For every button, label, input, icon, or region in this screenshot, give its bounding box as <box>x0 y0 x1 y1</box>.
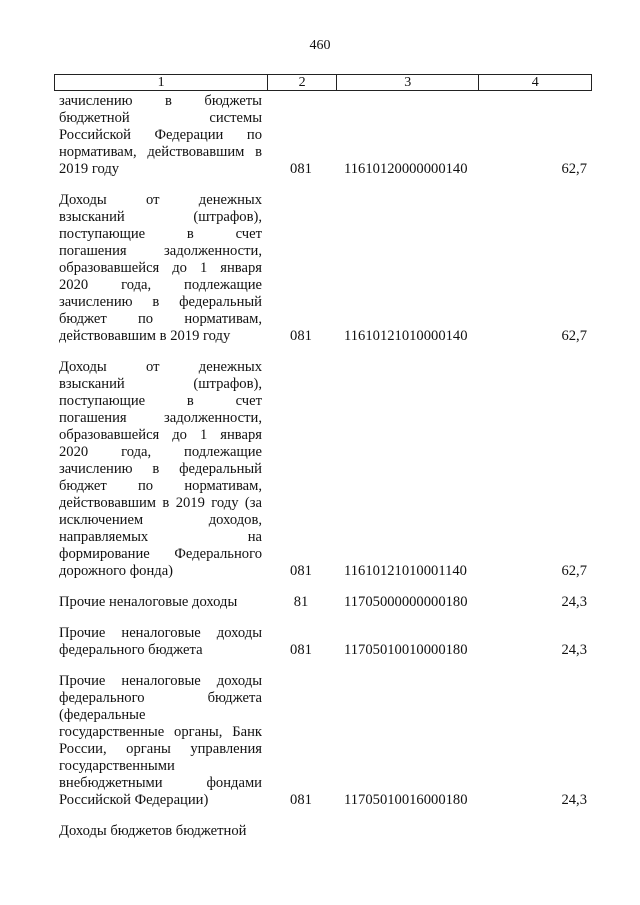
description-line: 2020 года, подлежащие <box>59 444 262 460</box>
description-line: 2020 года, подлежащие <box>59 277 262 293</box>
table-header-row <box>54 74 592 91</box>
description-line: федерального бюджета <box>59 690 262 706</box>
description-line: зачислению в бюджеты <box>59 93 262 109</box>
table-row <box>0 594 640 611</box>
description-line: Доходы бюджетов бюджетной <box>59 823 247 839</box>
description-line: поступающие в счет <box>59 393 262 409</box>
budget-classification-code: 11610120000000140 <box>344 161 468 177</box>
description-line: 2019 году <box>59 161 120 177</box>
table-row <box>0 823 640 840</box>
column-header-2: 2 <box>268 75 337 90</box>
page-number: 460 <box>309 38 331 53</box>
description-line: бюджет по нормативам, <box>59 311 262 327</box>
description-line: (федеральные <box>59 707 146 723</box>
description-line: формирование Федерального <box>59 546 262 562</box>
admin-code: 081 <box>290 642 312 658</box>
description-line: действовавшим в 2019 году <box>59 328 231 344</box>
budget-classification-code: 11705010010000180 <box>344 642 468 658</box>
description-line: образовавшейся до 1 января <box>59 260 262 276</box>
row-description <box>59 823 262 840</box>
budget-classification-code: 11610121010001140 <box>344 563 467 579</box>
table-row <box>0 93 640 178</box>
description-line: Доходы от денежных <box>59 359 262 375</box>
description-line: России, органы управления <box>59 741 262 757</box>
description-line: зачислению в федеральный <box>59 461 262 477</box>
description-line: Прочие неналоговые доходы <box>59 673 262 689</box>
budget-classification-code: 11705010016000180 <box>344 792 468 808</box>
description-line: Прочие неналоговые доходы <box>59 594 238 610</box>
budget-classification-code: 11705000000000180 <box>344 594 468 610</box>
row-description <box>59 673 262 809</box>
budget-classification-code: 11610121010000140 <box>344 328 468 344</box>
row-description <box>59 192 262 345</box>
description-line: направляемых на <box>59 529 262 545</box>
description-line: федерального бюджета <box>59 642 203 658</box>
description-line: погашения задолженности, <box>59 243 262 259</box>
column-header-3: 3 <box>337 75 479 90</box>
description-line: дорожного фонда) <box>59 563 174 579</box>
row-description <box>59 359 262 580</box>
description-line: Прочие неналоговые доходы <box>59 625 262 641</box>
description-line: поступающие в счет <box>59 226 262 242</box>
amount: 62,7 <box>561 161 587 177</box>
description-line: зачислению в федеральный <box>59 294 262 310</box>
description-line: Российской Федерации по <box>59 127 262 143</box>
description-line: нормативам, действовавшим в <box>59 144 262 160</box>
description-line: бюджетной системы <box>59 110 262 126</box>
column-header-1: 1 <box>55 75 268 90</box>
description-line: исключением доходов, <box>59 512 262 528</box>
table-body <box>0 93 640 854</box>
table-row <box>0 359 640 580</box>
table-row <box>0 625 640 659</box>
description-line: взысканий (штрафов), <box>59 209 262 225</box>
amount: 24,3 <box>561 594 587 610</box>
description-line: внебюджетными фондами <box>59 775 262 791</box>
admin-code: 081 <box>290 792 312 808</box>
description-line: взысканий (штрафов), <box>59 376 262 392</box>
row-description <box>59 93 262 178</box>
description-line: государственными <box>59 758 175 774</box>
amount: 24,3 <box>561 792 587 808</box>
description-line: действовавшим в 2019 году (за <box>59 495 262 511</box>
table-row <box>0 673 640 809</box>
row-description <box>59 625 262 659</box>
column-header-4: 4 <box>531 75 539 90</box>
description-line: погашения задолженности, <box>59 410 262 426</box>
admin-code: 081 <box>290 161 312 177</box>
row-description <box>59 594 262 611</box>
description-line: бюджет по нормативам, <box>59 478 262 494</box>
amount: 24,3 <box>561 642 587 658</box>
table-row <box>0 192 640 345</box>
description-line: Доходы от денежных <box>59 192 262 208</box>
admin-code: 081 <box>290 328 312 344</box>
admin-code: 81 <box>293 594 309 610</box>
amount: 62,7 <box>561 563 587 579</box>
description-line: Российской Федерации) <box>59 792 209 808</box>
description-line: государственные органы, Банк <box>59 724 262 740</box>
amount: 62,7 <box>561 328 587 344</box>
description-line: образовавшейся до 1 января <box>59 427 262 443</box>
admin-code: 081 <box>290 563 312 579</box>
